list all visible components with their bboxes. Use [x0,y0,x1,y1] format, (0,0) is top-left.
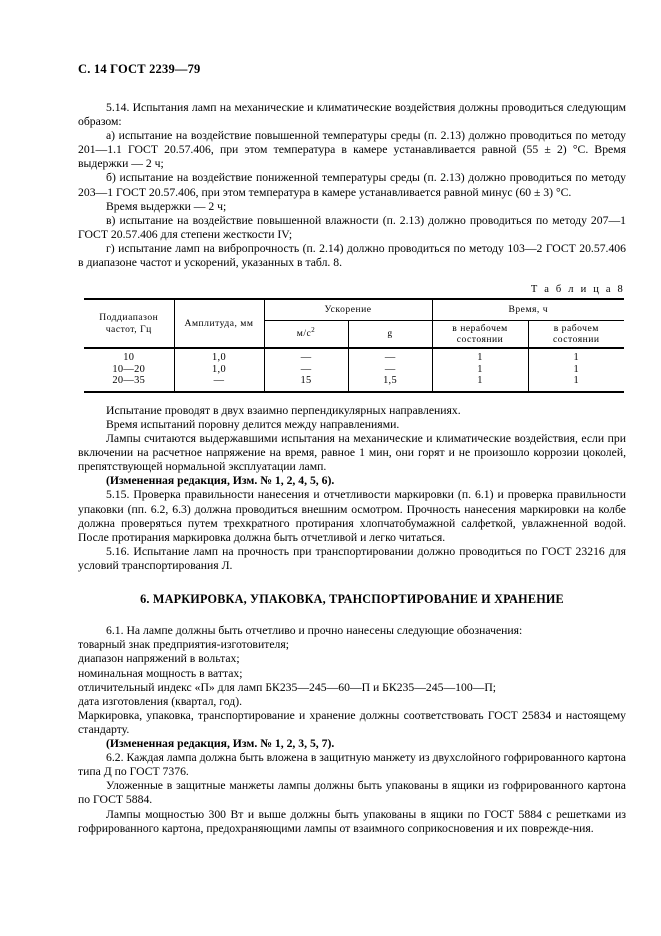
paragraph-5-14: 5.14. Испытания ламп на механические и климатические воздействия должны проводиться следующим образом: [78,101,626,129]
header-time-working: в рабочем состоянии [528,321,624,349]
paragraph-6-1-tail: Маркировка, упаковка, транспортирование и хранение должны соответствовать ГОСТ 25834 и настоящему стандарту. [78,708,626,736]
paragraph-5-14-v: в) испытание на воздействие повышенной влажности (п. 2.13) должно проводиться по методу 207—1 ГОСТ 20.57.406 для степени жесткости IV; [78,213,626,241]
running-head: С. 14 ГОСТ 2239—79 [78,62,201,76]
header-superscript-2: 2 [311,327,316,335]
paragraph-pass-criteria: Лампы считаются выдержавшими испытания на механические и климатические воздействия, если при включении на расчетное напряжение на время, равное 1 мин, они горят и не произошло коррозии цоколей, препятствующей нормальной эксплуатации ламп. [78,432,626,474]
header-acceleration-ms2: $м/с^2$ [264,321,348,349]
paragraph-6-2: 6.2. Каждая лампа должна быть вложена в защитную манжету из двухслойного гофрированного картона типа Д по ГОСТ 7376. [78,751,626,779]
paragraph-5-14-a: а) испытание на воздействие повышенной температуры среды (п. 2.13) должно проводиться по методу 201—1.1 ГОСТ 20.57.406, при этом температура в камере устанавливается равной (55 ± 2) °С. Время выдержки — 2 ч; [78,129,626,171]
cell-frequency-bands: 10 10—20 20—35 [84,348,174,391]
table-vibration-parameters [84,298,624,391]
table-caption: Т а б л и ц а 8 [530,284,625,296]
paragraph-test-directions: Испытание проводят в двух взаимно перпендикулярных направлениях. [106,403,461,417]
header-acceleration-g: g [348,321,432,349]
paragraph-5-15: 5.15. Проверка правильности нанесения и отчетливости маркировки (п. 6.1) и проверка правильности упаковки (пп. 6.2, 6.3) должна проводиться внешним осмотром. Прочность нанесения маркировки на колбе должна проверяться путем трехкратного протирания хлопчатобумажной салфеткой, увлажненной водой. После протирания маркировка должна быть отчетливой и легко читаться. [78,488,626,544]
marking-item-index-p: отличительный индекс «П» для ламп БК235—245—60—П и БК235—245—100—П; [78,680,497,694]
marking-item-rated-power: номинальная мощность в ваттах; [78,666,243,680]
marking-item-manufacture-date: дата изготовления (квартал, год). [78,694,243,708]
cell-acceleration-ms2: — — 15 [264,348,348,391]
cell-acceleration-g: — — 1,5 [348,348,432,391]
header-time-idle: в нерабочем состоянии [432,321,528,349]
amendment-note-2: (Измененная редакция, Изм. № 1, 2, 3, 5, 7). [106,737,335,751]
page-content [78,62,626,836]
header-group-time: Время, ч [432,299,624,321]
paragraph-5-14-b: б) испытание на воздействие пониженной температуры среды (п. 2.13) должно проводиться по методу 203—1 ГОСТ 20.57.406, при этом температура в камере устанавливается равной минус (60 ± 3) °С. [78,171,626,199]
section-6-heading: 6. МАРКИРОВКА, УПАКОВКА, ТРАНСПОРТИРОВАНИЕ И ХРАНЕНИЕ [140,592,564,607]
marking-item-trademark: товарный знак предприятия-изготовителя; [78,638,289,652]
paragraph-hold-time-1: Время выдержки — 2 ч; [106,199,227,213]
paragraph-6-1: 6.1. На лампе должны быть отчетливо и прочно нанесены следующие обозначения: [106,624,523,638]
paragraph-6-2-b: Уложенные в защитные манжеты лампы должны быть упакованы в ящики из гофрированного картона по ГОСТ 5884. [78,779,626,807]
header-amplitude: Амплитуда, мм [174,299,264,348]
header-frequency-band: Поддиапазон частот, Гц [84,299,174,348]
paragraph-test-time-split: Время испытаний поровну делится между направлениями. [106,418,400,431]
paragraph-5-16: 5.16. Испытание ламп на прочность при транспортировании должно проводиться по ГОСТ 23216 для условий транспортирования Л. [78,544,626,572]
header-group-acceleration: Ускорение [264,299,432,321]
table-bottom-rule [84,391,624,393]
table-body [84,348,624,391]
paragraph-6-2-c: Лампы мощностью 300 Вт и выше должны быть упакованы в ящики по ГОСТ 5884 с решетками из гофрированного картона, предохраняющими лампы от взаимного соприкосновения и их поврежде-ния. [78,807,626,835]
cell-amplitudes: 1,0 1,0 — [174,348,264,391]
cell-time-working: 1 1 1 [528,348,624,391]
paragraph-5-14-g: г) испытание ламп на вибропрочность (п. 2.14) должно проводиться по методу 103—2 ГОСТ 20.57.406 в диапазоне частот и ускорений, указанных в табл. 8. [78,241,626,270]
marking-item-voltage-range: диапазон напряжений в вольтах; [78,652,240,666]
amendment-note-1: (Измененная редакция, Изм. № 1, 2, 4, 5, 6). [106,474,335,488]
table-header-row-1 [84,299,624,321]
cell-time-idle: 1 1 1 [432,348,528,391]
